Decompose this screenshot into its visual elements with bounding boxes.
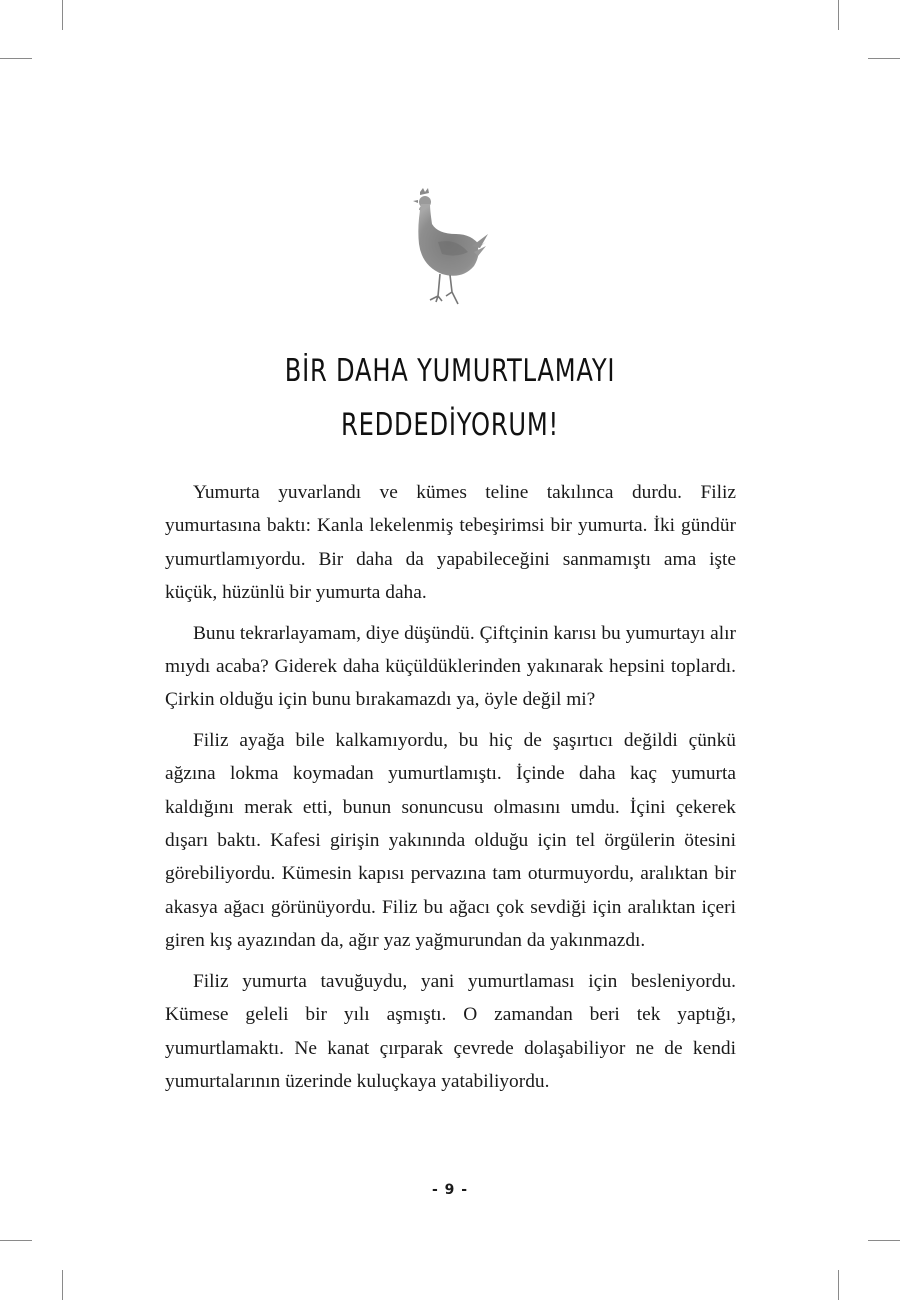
paragraph-1: Yumurta yuvarlandı ve kümes teline takılınca durdu. Filiz yumurtasına baktı: Kanla lekelenmiş tebeşirimsi bir yumurta. İki gündür yumurtlamıyordu. Bir daha da yapabileceğini sanmamıştı ama işte küçük, hüzünlü bir yumurta daha. xyxy=(165,482,736,604)
page-number: - 9 - xyxy=(431,1182,469,1198)
crop-mark-top-right xyxy=(838,0,839,30)
crop-mark-left-top xyxy=(0,58,32,59)
chapter-title-line-1: BİR DAHA YUMURTLAMAYI xyxy=(284,353,616,389)
crop-mark-top-left xyxy=(62,0,63,30)
chapter-title-line-2: REDDEDİYORUM! xyxy=(340,407,560,443)
crop-mark-left-bottom xyxy=(0,1240,32,1241)
hen-icon xyxy=(400,186,500,312)
body-text xyxy=(165,476,736,1105)
crop-mark-right-top xyxy=(868,58,900,59)
crop-mark-right-bottom xyxy=(868,1240,900,1241)
paragraph-3: Filiz ayağa bile kalkamıyordu, bu hiç de şaşırtıcı değildi çünkü ağzına lokma koymadan yumurtlamıştı. İçinde daha kaç yumurta kaldığını merak etti, bunun sonuncusu olmasını umdu. İçini çekerek dışarı baktı. Kafesi girişin yakınında olduğu için tel örgülerin ötesini görebiliyordu. Kümesin kapısı pervazına tam oturmuyordu, aralıktan bir akasya ağacı görünüyordu. Filiz bu ağacı çok sevdiği için aralıktan içeri giren kış ayazından da, ağır yaz yağmurundan da yakınmazdı. xyxy=(165,729,736,952)
crop-mark-bottom-right xyxy=(838,1270,839,1300)
paragraph-2: Bunu tekrarlayamam, diye düşündü. Çiftçinin karısı bu yumurtayı alır mıydı acaba? Giderek daha küçüldüklerinden yakınarak hepsini toplardı. Çirkin olduğu için bunu bırakamazdı ya, öyle değil mi? xyxy=(165,622,736,711)
crop-mark-bottom-left xyxy=(62,1270,63,1300)
paragraph-4: Filiz yumurta tavuğuydu, yani yumurtlaması için besleniyordu. Kümese geleli bir yılı aşmıştı. O zamandan beri tek yaptığı, yumurtlamaktı. Ne kanat çırparak çevrede dolaşabiliyor ne de kendi yumurtalarının üzerinde kuluçkaya yatabiliyordu. xyxy=(165,970,736,1092)
chapter-title xyxy=(216,344,684,452)
